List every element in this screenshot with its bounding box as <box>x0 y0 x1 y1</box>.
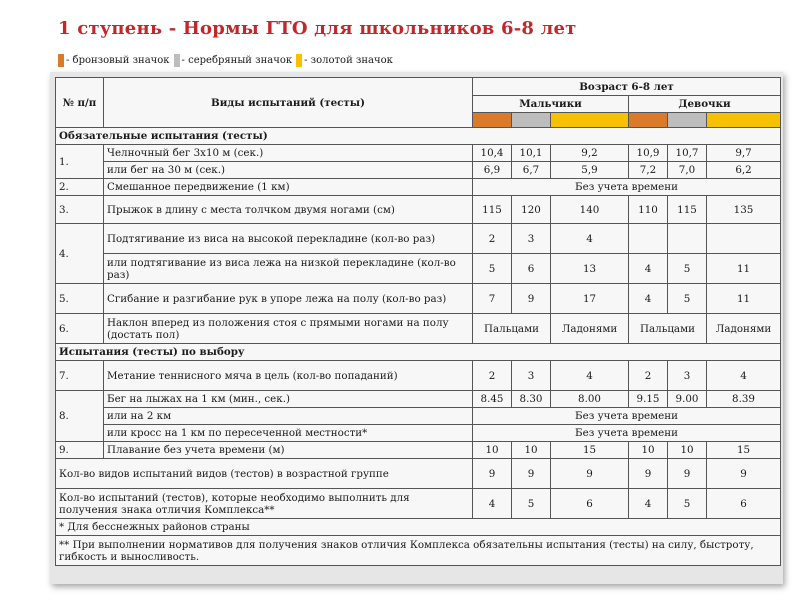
value-cell: 11 <box>707 284 781 314</box>
value-cell: 13 <box>551 254 629 284</box>
value-cell: 9.15 <box>629 391 668 408</box>
value-cell: 120 <box>512 196 551 224</box>
value-cell: 4 <box>707 361 781 391</box>
boys-gold-bar <box>551 113 629 128</box>
test-name: или кросс на 1 км по пересеченной местности* <box>104 425 473 442</box>
value-cell: 4 <box>473 489 512 519</box>
value-cell: 4 <box>551 361 629 391</box>
value-cell: 10 <box>668 442 707 459</box>
legend <box>58 54 397 67</box>
row-num: 7. <box>56 361 104 391</box>
test-name: Наклон вперед из положения стоя с прямыми ногами на полу (достать пол) <box>104 314 473 344</box>
value-cell: 9 <box>629 459 668 489</box>
value-cell: 9 <box>551 459 629 489</box>
table-row <box>56 224 781 254</box>
row-num: 5. <box>56 284 104 314</box>
section-mandatory-label: Обязательные испытания (тесты) <box>56 128 781 145</box>
row-num: 4. <box>56 224 104 284</box>
footnote-row <box>56 536 781 566</box>
test-name: Подтягивание из виса на высокой перекладине (кол-во раз) <box>104 224 473 254</box>
test-name: Смешанное передвижение (1 км) <box>104 179 473 196</box>
value-cell: 6 <box>707 489 781 519</box>
girls-silver-bar <box>668 113 707 128</box>
section-mandatory <box>56 128 781 145</box>
value-cell: 6 <box>512 254 551 284</box>
value-cell: 7 <box>473 284 512 314</box>
span-value: Без учета времени <box>473 408 781 425</box>
header-boys: Мальчики <box>473 96 629 113</box>
gold-swatch <box>296 54 302 67</box>
value-cell: 6 <box>551 489 629 519</box>
value-cell: 9.00 <box>668 391 707 408</box>
value-cell: 10 <box>512 442 551 459</box>
value-cell: 2 <box>473 361 512 391</box>
table-row <box>56 179 781 196</box>
table-row <box>56 145 781 162</box>
span-value: Без учета времени <box>473 179 781 196</box>
value-cell: 115 <box>473 196 512 224</box>
value-cell: 9 <box>512 284 551 314</box>
value-cell: 3 <box>512 361 551 391</box>
girls-gold-bar <box>707 113 781 128</box>
table-row <box>56 162 781 179</box>
row-num: 9. <box>56 442 104 459</box>
table-row <box>56 314 781 344</box>
value-cell <box>629 224 668 254</box>
value-cell: Ладонями <box>551 314 629 344</box>
value-cell: 110 <box>629 196 668 224</box>
test-name: Кол-во видов испытаний видов (тестов) в возрастной группе <box>56 459 473 489</box>
gto-norms-table <box>55 77 781 566</box>
value-cell: 8.30 <box>512 391 551 408</box>
value-cell: 9,7 <box>707 145 781 162</box>
value-cell: 5 <box>668 489 707 519</box>
test-name: Сгибание и разгибание рук в упоре лежа на полу (кол-во раз) <box>104 284 473 314</box>
footnote-2: ** При выполнении нормативов для получения знаков отличия Комплекса обязательны испытания (тесты) на силу, быстроту, гибкость и выносливость. <box>56 536 781 566</box>
value-cell: 5 <box>512 489 551 519</box>
test-name: Прыжок в длину с места толчком двумя ногами (см) <box>104 196 473 224</box>
header-row <box>56 78 781 96</box>
value-cell: 5 <box>668 254 707 284</box>
girls-bronze-bar <box>629 113 668 128</box>
value-cell: 15 <box>551 442 629 459</box>
value-cell: 7,0 <box>668 162 707 179</box>
value-cell: 140 <box>551 196 629 224</box>
value-cell: 9 <box>473 459 512 489</box>
value-cell: Ладонями <box>707 314 781 344</box>
value-cell: 6,9 <box>473 162 512 179</box>
table-row <box>56 408 781 425</box>
value-cell: 10,1 <box>512 145 551 162</box>
bronze-swatch <box>58 54 64 67</box>
boys-silver-bar <box>512 113 551 128</box>
row-num: 1. <box>56 145 104 179</box>
value-cell: 2 <box>473 224 512 254</box>
value-cell: 115 <box>668 196 707 224</box>
value-cell: 4 <box>629 254 668 284</box>
value-cell: 6,2 <box>707 162 781 179</box>
value-cell: 3 <box>668 361 707 391</box>
header-girls: Девочки <box>629 96 781 113</box>
value-cell: 4 <box>629 489 668 519</box>
value-cell: 10,4 <box>473 145 512 162</box>
value-cell: 3 <box>512 224 551 254</box>
test-name: или подтягивание из виса лежа на низкой перекладине (кол-во раз) <box>104 254 473 284</box>
table-row <box>56 284 781 314</box>
test-name: Бег на лыжах на 1 км (мин., сек.) <box>104 391 473 408</box>
value-cell: 5 <box>473 254 512 284</box>
table-row <box>56 391 781 408</box>
table-row <box>56 425 781 442</box>
value-cell: 6,7 <box>512 162 551 179</box>
value-cell: 2 <box>629 361 668 391</box>
value-cell: 9 <box>668 459 707 489</box>
span-value: Без учета времени <box>473 425 781 442</box>
test-name: или бег на 30 м (сек.) <box>104 162 473 179</box>
table-row <box>56 489 781 519</box>
test-name: Метание теннисного мяча в цель (кол-во попаданий) <box>104 361 473 391</box>
table-row <box>56 442 781 459</box>
value-cell: 10 <box>473 442 512 459</box>
value-cell <box>668 224 707 254</box>
table-row <box>56 459 781 489</box>
header-num: № п/п <box>56 78 104 128</box>
row-num: 6. <box>56 314 104 344</box>
value-cell: 8.45 <box>473 391 512 408</box>
value-cell: 10 <box>629 442 668 459</box>
value-cell: Пальцами <box>473 314 551 344</box>
footnote-row <box>56 519 781 536</box>
section-optional <box>56 344 781 361</box>
silver-swatch <box>174 54 180 67</box>
row-num: 2. <box>56 179 104 196</box>
value-cell <box>707 224 781 254</box>
table-row <box>56 254 781 284</box>
table-row <box>56 361 781 391</box>
legend-gold-label: - золотой значок <box>304 55 393 66</box>
page-title: 1 ступень - Нормы ГТО для школьников 6-8 лет <box>58 18 577 39</box>
value-cell: 135 <box>707 196 781 224</box>
boys-bronze-bar <box>473 113 512 128</box>
value-cell: 7,2 <box>629 162 668 179</box>
row-num: 3. <box>56 196 104 224</box>
value-cell: 9 <box>512 459 551 489</box>
value-cell: 9 <box>707 459 781 489</box>
value-cell: 17 <box>551 284 629 314</box>
legend-silver-label: - серебряный значок <box>181 55 293 66</box>
section-optional-label: Испытания (тесты) по выбору <box>56 344 781 361</box>
value-cell: 9,2 <box>551 145 629 162</box>
test-name: Кол-во испытаний (тестов), которые необходимо выполнить для получения знака отличия Комплекса** <box>56 489 473 519</box>
value-cell: 4 <box>551 224 629 254</box>
header-age: Возраст 6-8 лет <box>473 78 781 96</box>
header-tests: Виды испытаний (тесты) <box>104 78 473 128</box>
value-cell: 5,9 <box>551 162 629 179</box>
value-cell: 15 <box>707 442 781 459</box>
row-num: 8. <box>56 391 104 442</box>
value-cell: 11 <box>707 254 781 284</box>
value-cell: 10,7 <box>668 145 707 162</box>
value-cell: 4 <box>629 284 668 314</box>
value-cell: 5 <box>668 284 707 314</box>
value-cell: 8.39 <box>707 391 781 408</box>
legend-bronze-label: - бронзовый значок <box>66 55 170 66</box>
value-cell: Пальцами <box>629 314 707 344</box>
test-name: Плавание без учета времени (м) <box>104 442 473 459</box>
footnote-1: * Для бесснежных районов страны <box>56 519 781 536</box>
table-row <box>56 196 781 224</box>
value-cell: 10,9 <box>629 145 668 162</box>
value-cell: 8.00 <box>551 391 629 408</box>
test-name: Челночный бег 3х10 м (сек.) <box>104 145 473 162</box>
test-name: или на 2 км <box>104 408 473 425</box>
